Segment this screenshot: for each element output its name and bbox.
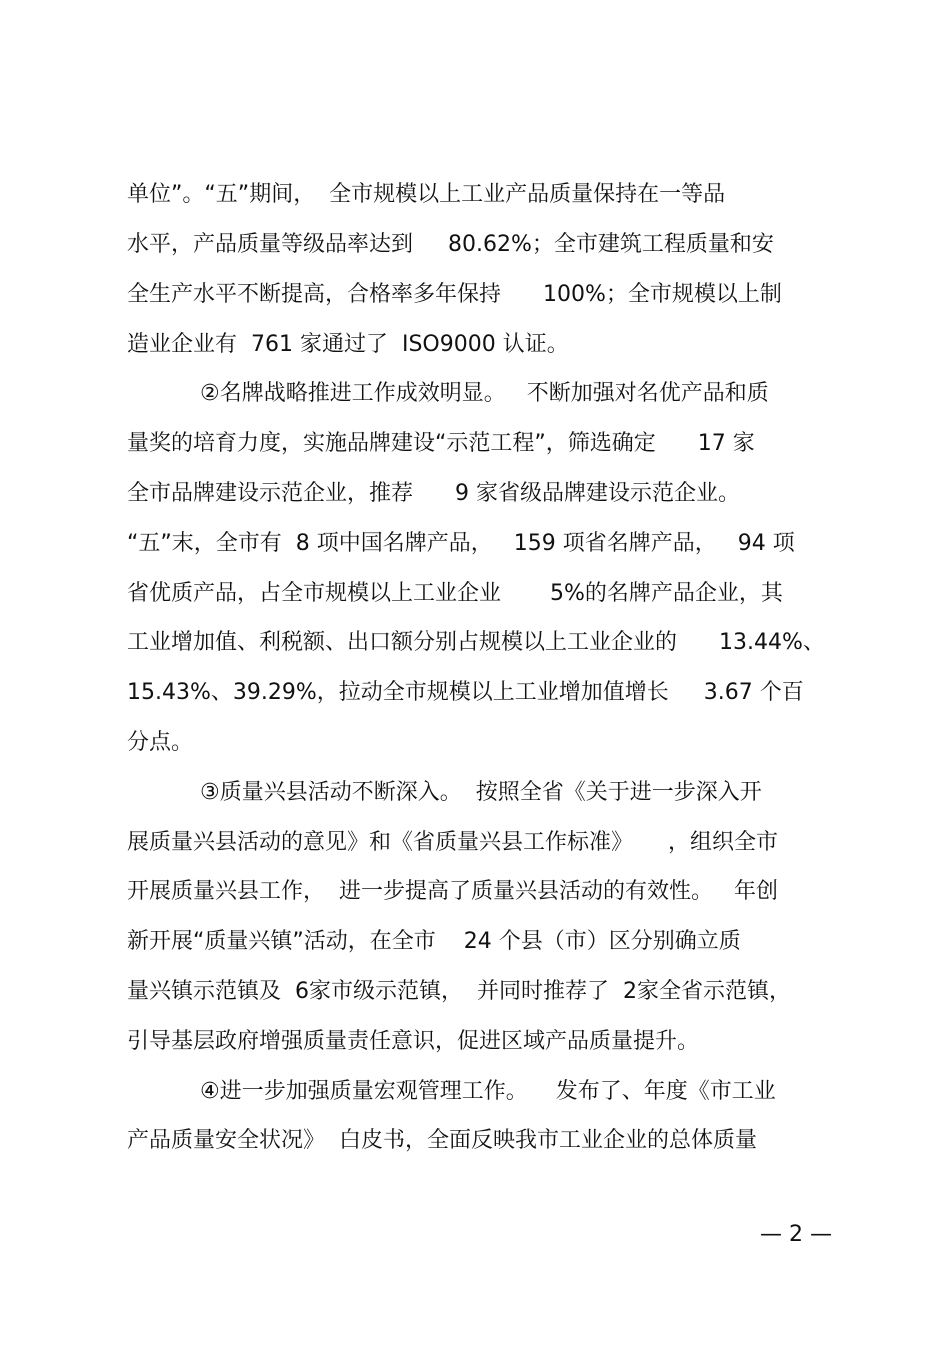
text-line: 全生产水平不断提高，合格率多年保持 100%；全市规模以上制 [127, 282, 782, 307]
text-line: 新开展“质量兴镇”活动，在全市 24 个县（市）区分别确立质 [127, 929, 741, 954]
text-line: 引导基层政府增强质量责任意识，促进区域产品质量提升。 [127, 1029, 700, 1054]
text-line: 产品质量安全状况》 白皮书，全面反映我市工业企业的总体质量 [127, 1128, 757, 1153]
paragraph-start-line: ②名牌战略推进工作成效明显。 不断加强对名优产品和质 [200, 381, 769, 406]
text-line: 全市品牌建设示范企业，推荐 9 家省级品牌建设示范企业。 [127, 481, 740, 506]
text-line: 省优质产品，占全市规模以上工业企业 5%的名牌产品企业，其 [127, 581, 783, 606]
text-line: 展质量兴县活动的意见》和《省质量兴县工作标准》 ，组织全市 [127, 830, 778, 855]
text-line: 量兴镇示范镇及 6家市级示范镇， 并同时推荐了 2家全省示范镇， [127, 979, 791, 1004]
paragraph-start-line: ④进一步加强质量宏观管理工作。 发布了、年度《市工业 [200, 1079, 776, 1104]
text-line: 造业企业有 761 家通过了 ISO9000 认证。 [127, 332, 569, 357]
text-line: 单位”。“五”期间， 全市规模以上工业产品质量保持在一等品 [127, 182, 726, 207]
text-line: 分点。 [127, 730, 194, 755]
text-line: 工业增加值、利税额、出口额分别占规模以上工业企业的 13.44%、 [127, 630, 825, 655]
text-line: 开展质量兴县工作， 进一步提高了质量兴县活动的有效性。 年创 [127, 879, 778, 904]
text-line: 量奖的培育力度，实施品牌建设“示范工程”，筛选确定 17 家 [127, 431, 755, 456]
paragraph-start-line: ③质量兴县活动不断深入。 按照全省《关于进一步深入开 [200, 780, 762, 805]
page-number: — 2 — [760, 1222, 832, 1247]
text-line: 水平，产品质量等级品率达到 80.62%；全市建筑工程质量和安 [127, 232, 774, 257]
text-line: 15.43%、39.29%，拉动全市规模以上工业增加值增长 3.67 个百 [127, 680, 804, 705]
text-line: “五”末，全市有 8 项中国名牌产品， 159 项省名牌产品， 94 项 [127, 531, 795, 556]
